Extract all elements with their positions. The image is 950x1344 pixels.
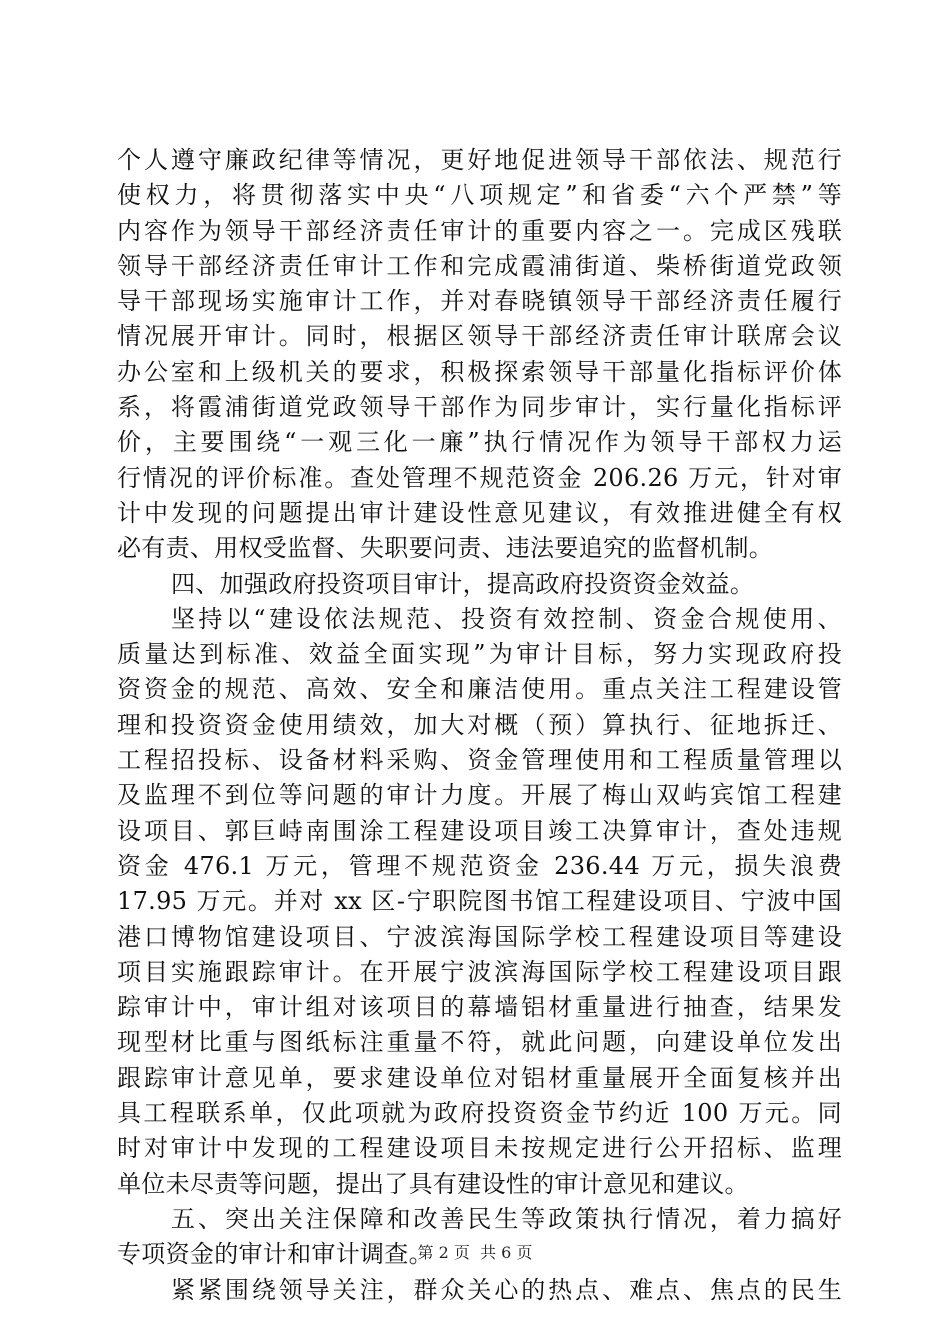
text-line: 项目实施跟踪审计。在开展宁波滨海国际学校工程建设项目跟 <box>117 957 842 986</box>
text-line: 价，主要围绕“一观三化一廉”执行情况作为领导干部权力运 <box>117 428 842 457</box>
text-line: 必有责、用权受监督、失职要问责、违法要追究的监督机制。 <box>117 534 774 563</box>
text-line: 五、突出关注保障和改善民生等政策执行情况，着力搞好 <box>171 1204 842 1233</box>
text-line: 资金 476.1 万元，管理不规范资金 236.44 万元，损失浪费 <box>117 851 842 880</box>
text-line: 计中发现的问题提出审计建设性意见建议，有效推进健全有权 <box>117 498 842 527</box>
page-footer: 第 2 页 共 6 页 <box>417 1243 533 1262</box>
text-line: 紧紧围绕领导关注，群众关心的热点、难点、焦点的民生 <box>171 1275 842 1304</box>
text-line: 理和投资资金使用绩效，加大对概（预）算执行、征地拆迁、 <box>117 710 842 739</box>
text-line: 专项资金的审计和审计调查。 <box>117 1240 433 1269</box>
text-line: 系，将霞浦街道党政领导干部作为同步审计，实行量化指标评 <box>117 393 842 422</box>
text-line: 内容作为领导干部经济责任审计的重要内容之一。完成区残联 <box>117 216 842 245</box>
text-line: 踪审计中，审计组对该项目的幕墙铝材重量进行抽查，结果发 <box>117 993 842 1022</box>
text-line: 使权力，将贯彻落实中央“八项规定”和省委“六个严禁”等 <box>117 181 842 210</box>
text-line: 资资金的规范、高效、安全和廉洁使用。重点关注工程建设管 <box>117 675 842 704</box>
text-line: 质量达到标准、效益全面实现”为审计目标，努力实现政府投 <box>117 640 842 669</box>
text-line: 及监理不到位等问题的审计力度。开展了梅山双屿宾馆工程建 <box>117 781 842 810</box>
text-line: 领导干部经济责任审计工作和完成霞浦街道、柴桥街道党政领 <box>117 251 842 280</box>
text-line: 四、加强政府投资项目审计，提高政府投资资金效益。 <box>171 569 755 598</box>
text-line: 办公室和上级机关的要求，积极探索领导干部量化指标评价体 <box>117 357 842 386</box>
text-line: 个人遵守廉政纪律等情况，更好地促进领导干部依法、规范行 <box>117 146 842 174</box>
text-line: 跟踪审计意见单，要求建设单位对铝材重量展开全面复核并出 <box>117 1063 842 1092</box>
text-line: 坚持以“建设依法规范、投资有效控制、资金合规使用、 <box>171 604 842 633</box>
text-line: 情况展开审计。同时，根据区领导干部经济责任审计联席会议 <box>117 322 842 351</box>
text-line: 单位未尽责等问题，提出了具有建设性的审计意见和建议。 <box>117 1169 749 1198</box>
text-line: 行情况的评价标准。查处管理不规范资金 206.26 万元，针对审 <box>117 463 842 492</box>
text-line: 时对审计中发现的工程建设项目未按规定进行公开招标、监理 <box>117 1134 842 1163</box>
text-line: 港口博物馆建设项目、宁波滨海国际学校工程建设项目等建设 <box>117 922 842 951</box>
text-line: 现型材比重与图纸标注重量不符，就此问题，向建设单位发出 <box>117 1028 842 1057</box>
body-text <box>117 143 842 1308</box>
text-line: 具工程联系单，仅此项就为政府投资资金节约近 100 万元。同 <box>117 1099 842 1128</box>
text-line: 工程招投标、设备材料采购、资金管理使用和工程质量管理以 <box>117 746 842 775</box>
text-line: 17.95 万元。并对 xx 区-宁职院图书馆工程建设项目、宁波中国 <box>117 887 842 916</box>
text-line: 导干部现场实施审计工作，并对春晓镇领导干部经济责任履行 <box>117 287 842 316</box>
text-line: 设项目、郭巨峙南围涂工程建设项目竣工决算审计，查处违规 <box>117 816 842 845</box>
